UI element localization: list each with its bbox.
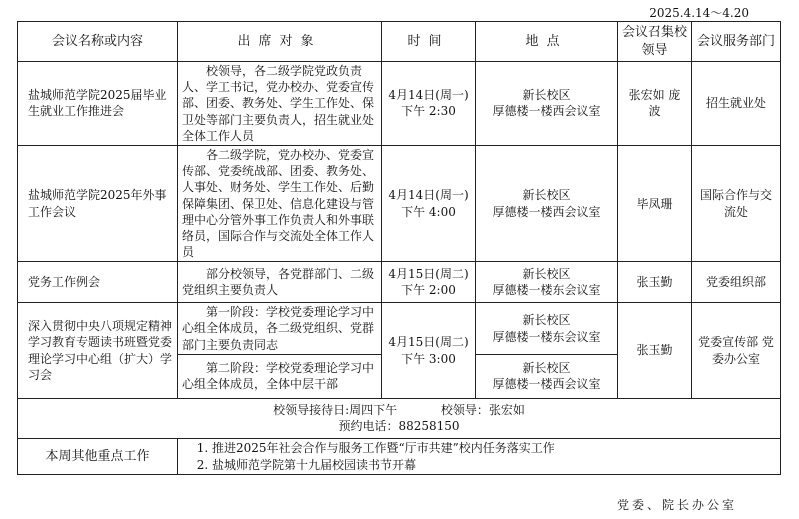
- meeting-schedule-table: [17, 21, 781, 475]
- location-room: 厚德楼一楼西会议室: [492, 104, 601, 119]
- reception-phone: 预约电话：88258150: [338, 419, 460, 434]
- other-work-content: [178, 438, 781, 475]
- col-header-time: 时间: [382, 22, 476, 62]
- convener: 张玉勤: [618, 303, 692, 399]
- convener: 毕凤珊: [618, 145, 692, 261]
- attendees: 校领导，各二级学院党政负责人、学工书记，党办校办、党委宣传部、团委、教务处、学生工作处、保卫处等部门主要负责人，招生就业处全体工作人员: [178, 62, 382, 146]
- meeting-hour: 下午 2:30: [401, 104, 456, 119]
- meeting-date: 4月14日(周一): [388, 88, 469, 103]
- meeting-time: [382, 303, 476, 399]
- attendees: 各二级学院，党办校办、党委宣传部、党委统战部、团委、教务处、人事处、财务处、学生工作处、后勤保障集团、保卫处、信息化建设与管理中心分管外事工作负责人和外事联络员，国际合作与交流处全体工作人员: [178, 145, 382, 261]
- list-item: 2. 盐城师范学院第十九届校园读书节开幕: [212, 457, 776, 474]
- col-header-service: 会议服务部门: [692, 22, 781, 62]
- meeting-name: 党务工作例会: [18, 262, 178, 303]
- other-work-list: [182, 440, 776, 474]
- attendees-stage-1: 第一阶段：学校党委理论学习中心组全体成员，各二级党组织、党群部门主要负责同志: [178, 303, 382, 355]
- meeting-name: 盐城师范学院2025年外事工作会议: [18, 145, 178, 261]
- service-dept: 招生就业处: [692, 62, 781, 146]
- reception-day: 校领导接待日:周四下午: [273, 403, 398, 418]
- convener: 张宏如 庞 波: [618, 62, 692, 146]
- header-row: [18, 22, 781, 62]
- meeting-hour: 下午 4:00: [401, 204, 456, 219]
- meeting-time: [382, 262, 476, 303]
- location-room: 厚德楼一楼西会议室: [492, 204, 601, 219]
- location-room: 厚德楼一楼东会议室: [492, 283, 601, 298]
- meeting-name: 深入贯彻中央八项规定精神学习教育专题读书班暨党委理论学习中心组（扩大）学习会: [18, 303, 178, 399]
- other-work-row: [18, 438, 781, 475]
- meeting-location: [476, 145, 618, 261]
- meeting-time: [382, 145, 476, 261]
- table-row: [18, 303, 781, 355]
- meeting-hour: 下午 2:00: [401, 283, 456, 298]
- table-row: [18, 62, 781, 146]
- attendees: 部分校领导，各党群部门、二级党组织主要负责人: [178, 262, 382, 303]
- table-row: [18, 145, 781, 261]
- reception-leader: 校领导：张宏如: [440, 403, 525, 418]
- meeting-location-stage-1: [476, 303, 618, 355]
- meeting-hour: 下午 3:00: [401, 351, 456, 366]
- location-campus: 新长校区: [522, 188, 571, 203]
- location-room: 厚德楼一楼东会议室: [492, 329, 601, 344]
- meeting-date: 4月15日(周二): [388, 335, 469, 350]
- service-dept: 党委组织部: [692, 262, 781, 303]
- date-range: 2025.4.14～4.20: [649, 6, 749, 20]
- location-room: 厚德楼一楼西会议室: [492, 377, 601, 392]
- reception-info: [18, 398, 781, 438]
- col-header-location: 地点: [476, 22, 618, 62]
- col-header-attendees: 出席对象: [178, 22, 382, 62]
- meeting-location-stage-2: [476, 354, 618, 398]
- convener: 张玉勤: [618, 262, 692, 303]
- location-campus: 新长校区: [522, 361, 571, 376]
- reception-row: [18, 398, 781, 438]
- meeting-time: [382, 62, 476, 146]
- location-campus: 新长校区: [522, 88, 571, 103]
- attendees-stage-2: 第二阶段：学校党委理论学习中心组全体成员，全体中层干部: [178, 354, 382, 398]
- issuing-office: 党委、院长办公室: [616, 498, 737, 512]
- meeting-date: 4月14日(周一): [388, 188, 469, 203]
- col-header-meeting: 会议名称或内容: [18, 22, 178, 62]
- table-row: [18, 262, 781, 303]
- other-work-label: 本周其他重点工作: [18, 438, 178, 475]
- location-campus: 新长校区: [522, 313, 571, 328]
- meeting-location: [476, 262, 618, 303]
- meeting-location: [476, 62, 618, 146]
- meeting-name: 盐城师范学院2025届毕业生就业工作推进会: [18, 62, 178, 146]
- meeting-date: 4月15日(周二): [388, 267, 469, 282]
- service-dept: 国际合作与交流处: [692, 145, 781, 261]
- col-header-convener: 会议召集校领导: [618, 22, 692, 62]
- list-item: 1. 推进2025年社会合作与服务工作暨“厅市共建”校内任务落实工作: [212, 440, 776, 457]
- location-campus: 新长校区: [522, 267, 571, 282]
- service-dept: 党委宣传部 党委办公室: [692, 303, 781, 399]
